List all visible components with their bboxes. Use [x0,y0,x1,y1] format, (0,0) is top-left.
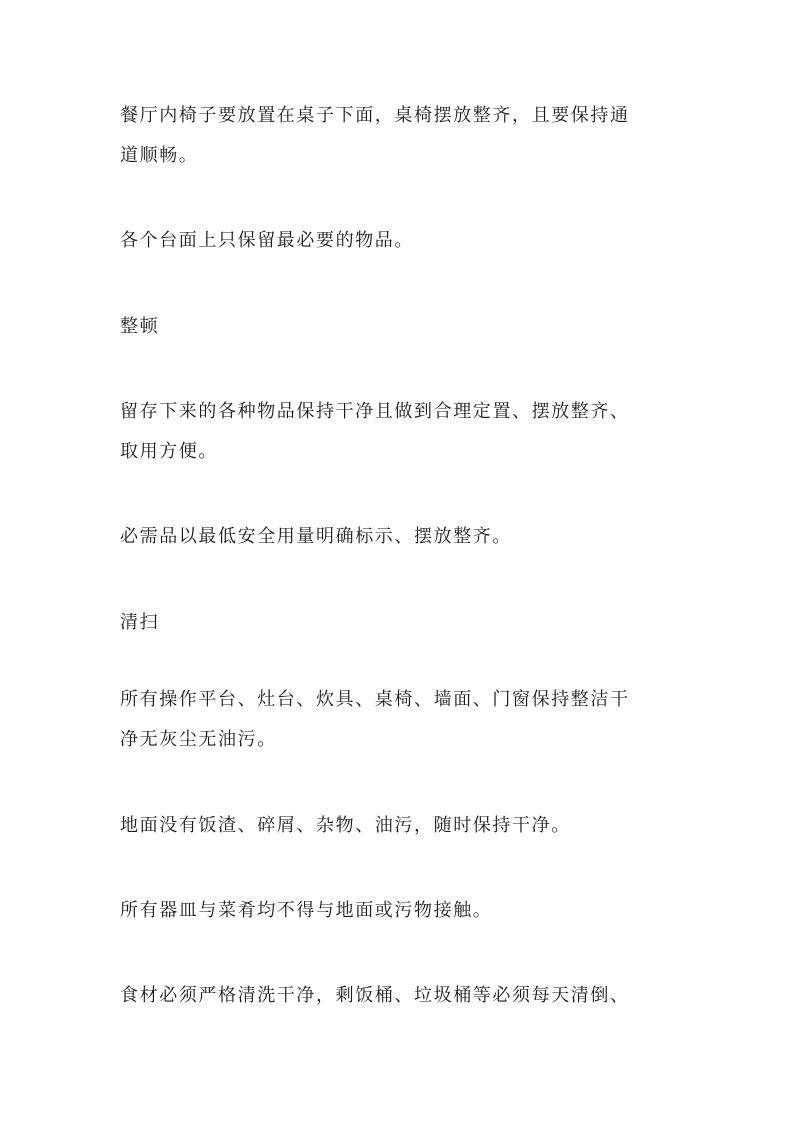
text-line: 所有操作平台、灶台、炊具、桌椅、墙面、门窗保持整洁干 [120,689,630,710]
paragraph-ingredients-waste [120,976,680,1016]
text-line: 取用方便。 [120,441,218,462]
paragraph-floor-clean [120,806,680,846]
section-heading-qingsao [120,603,680,643]
text-line: 留存下来的各种物品保持干净且做到合理定置、摆放整齐、 [120,401,630,422]
paragraph-utensils [120,891,680,931]
text-line: 净无灰尘无油污。 [120,729,277,750]
text-line: 必需品以最低安全用量明确标示、摆放整齐。 [120,526,512,547]
heading-text: 清扫 [120,612,160,633]
section-heading-zhengdun [120,307,680,347]
heading-text: 整顿 [120,316,160,337]
paragraph-countertops [120,221,680,261]
paragraph-chairs-placement [120,96,680,176]
text-line: 所有器皿与菜肴均不得与地面或污物接触。 [120,900,493,921]
text-line: 地面没有饭渣、碎屑、杂物、油污，随时保持干净。 [120,815,571,836]
paragraph-necessities-labeling [120,517,680,557]
text-line: 餐厅内椅子要放置在桌子下面，桌椅摆放整齐，且要保持通 [120,105,630,126]
paragraph-items-arrangement [120,392,680,472]
text-line: 道顺畅。 [120,145,199,166]
paragraph-surfaces-clean [120,680,680,760]
text-line: 各个台面上只保留最必要的物品。 [120,230,414,251]
text-line: 食材必须严格清洗干净，剩饭桶、垃圾桶等必须每天清倒、 [120,985,630,1006]
